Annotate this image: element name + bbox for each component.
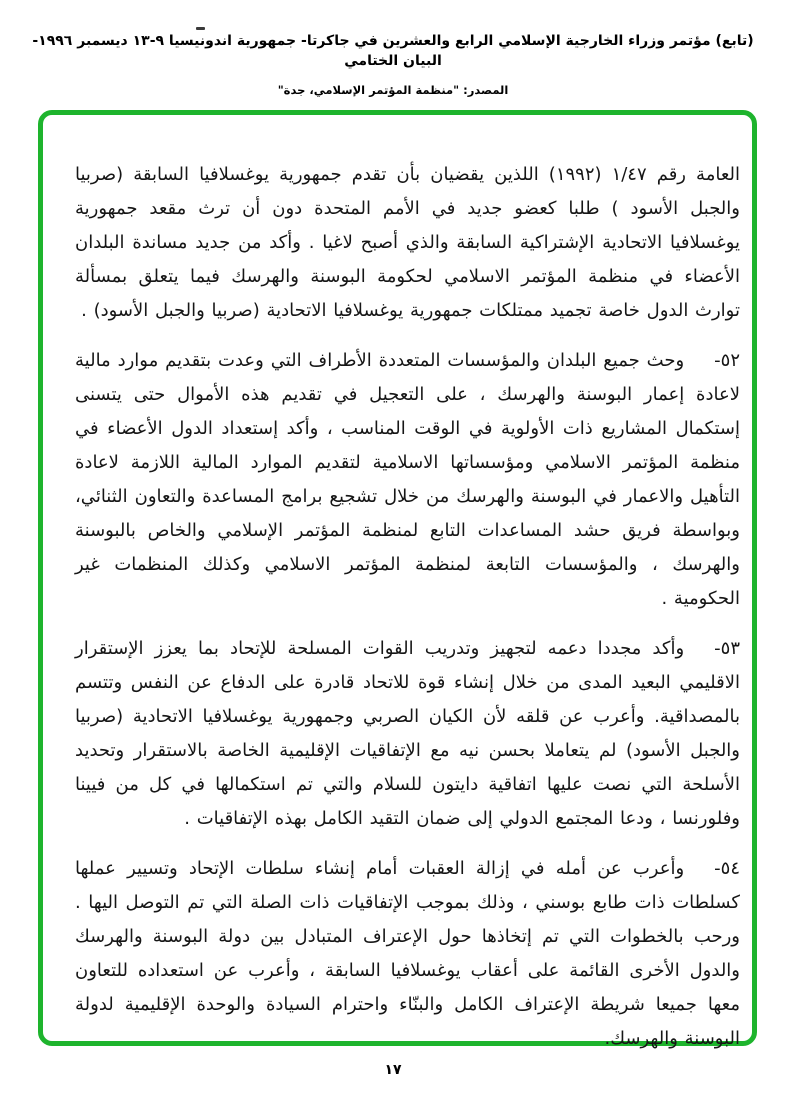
paragraph [75, 852, 740, 1056]
paragraph-number: ٥٣- [714, 638, 740, 659]
paragraph-number: ٥٤- [714, 858, 740, 879]
paragraph-text: وحث جميع البلدان والمؤسسات المتعددة الأطراف التي وعدت بتقديم موارد مالية لاعادة إعمار البوسنة والهرسك ، على التعجيل في تقديم هذه الأموال حتى يتسنى إستكمال المشاريع ذات الأولوية في الوقت المناسب ، وأكد إستعداد الدول الأعضاء في منظمة المؤتمر الاسلامي ومؤسساتها الاسلامية لتقديم الموارد المالية اللازمة لاعادة التأهيل والاعمار في البوسنة والهرسك من خلال تشجيع برامج المساعدة والتعاون الثنائي، وبواسطة فريق حشد المساعدات التابع لمنظمة المؤتمر الإسلامي والخاص بالبوسنة والهرسك ، والمؤسسات التابعة لمنظمة المؤتمر الاسلامي وكذلك المنظمات غير الحكومية . [75, 350, 740, 609]
paragraph-number: ٥٢- [714, 350, 740, 371]
header-title: (تابع) مؤتمر وزراء الخارجية الإسلامي الرابع والعشرين في جاكرتا- جمهورية اندونيسيا ٩-١٣ ديسمبر ١٩٩٦-البيان الختامي [32, 33, 754, 69]
header-source: المصدر: "منظمة المؤتمر الإسلامي، جدة" [277, 83, 509, 97]
page-header [20, 31, 766, 97]
page-footer [0, 1062, 786, 1078]
document-frame [38, 110, 757, 1049]
paragraph-text: وأعرب عن أمله في إزالة العقبات أمام إنشاء سلطات الإتحاد وتسيير عملها كسلطات ذات طابع بوسني ، وذلك بموجب الإتفاقيات ذات الصلة التي تم التوصل اليها . ورحب بالخطوات التي تم إتخاذها حول الإعتراف المتبادل بين دولة البوسنة والهرسك والدول الأخرى القائمة على أعقاب يوغسلافيا السابقة ، وأعرب عن استعداده للتعاون معها جميعا شريطة الإعتراف الكامل والبنّاء واحترام السيادة والوحدة الإقليمية لدولة البوسنة والهرسك. [75, 858, 740, 1049]
paragraph-text: وأكد مجددا دعمه لتجهيز وتدريب القوات المسلحة للإتحاد بما يعزز الإستقرار الاقليمي البعيد المدى من خلال إنشاء قوة للاتحاد قادرة على الدفاع عن النفس وتتسم بالمصداقية. وأعرب عن قلقه لأن الكيان الصربي وجمهورية يوغسلافيا الاتحادية (صربيا والجبل الأسود) لم يتعاملا بحسن نيه مع الإتفاقيات الإقليمية الخاصة بالاستقرار وتحديد الأسلحة التي نصت عليها اتفاقية دايتون للسلام والتي تم استكمالها في كل من فيينا وفلورنسا ، ودعا المجتمع الدولي إلى ضمان التقيد الكامل بهذه الإتفاقيات . [75, 638, 740, 829]
paragraph [75, 344, 740, 616]
page-number: ١٧ [384, 1062, 402, 1078]
paragraph [75, 632, 740, 836]
document-body [75, 158, 740, 1056]
paragraph [75, 158, 740, 328]
scan-artifact [196, 27, 205, 30]
paragraph-text: العامة رقم ١/٤٧ (١٩٩٢) اللذين يقضيان بأن تقدم جمهورية يوغسلافيا السابقة (صربيا والجبل الأسود ) طلبا كعضو جديد في الأمم المتحدة دون أن ترث مقعد جمهورية يوغسلافيا الاتحادية الإشتراكية السابقة والذي أصبح لاغيا . وأكد من جديد مساندة البلدان الأعضاء في منظمة المؤتمر الاسلامي لحكومة البوسنة والهرسك فيما يتعلق بمسألة توارث الدول خاصة تجميد ممتلكات جمهورية يوغسلافيا الاتحادية (صربيا والجبل الأسود) . [75, 164, 740, 321]
